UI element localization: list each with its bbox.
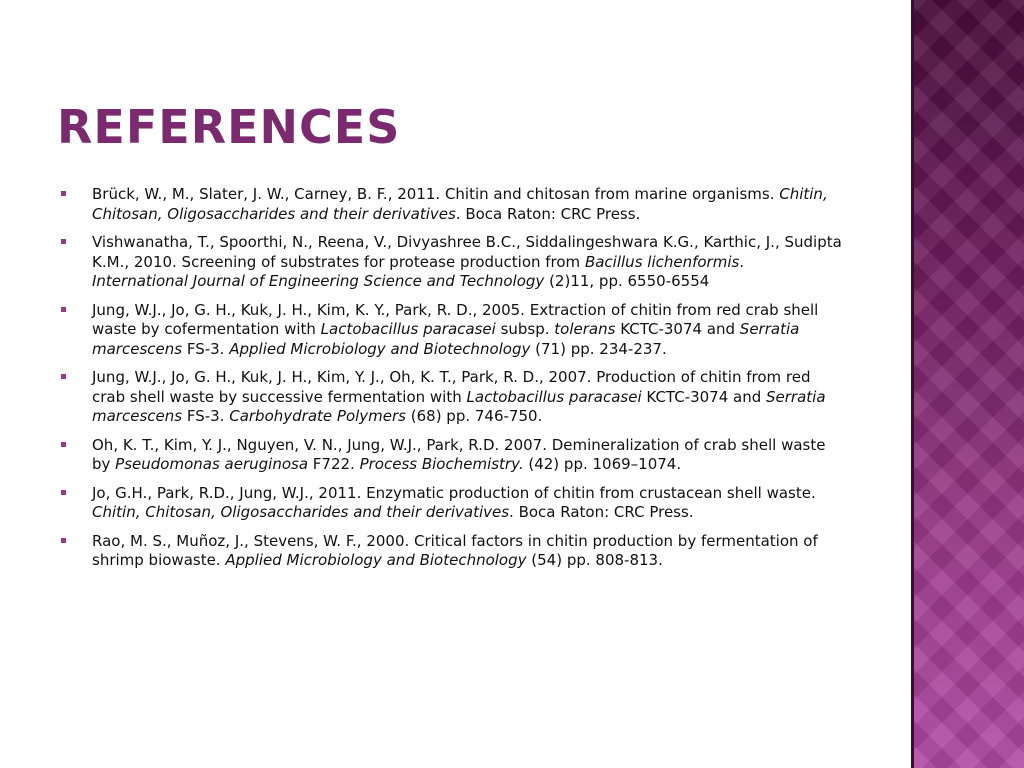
decorative-side-band bbox=[911, 0, 1024, 768]
reference-segment: (54) pp. 808-813. bbox=[526, 551, 663, 569]
reference-list bbox=[59, 185, 844, 580]
reference-segment: FS-3. bbox=[182, 339, 230, 358]
reference-segment: (68) pp. 746-750. bbox=[405, 407, 543, 425]
reference-item bbox=[59, 301, 844, 360]
square-bullet-icon bbox=[61, 490, 66, 495]
square-bullet-icon bbox=[61, 374, 66, 379]
square-bullet-icon bbox=[61, 538, 66, 543]
reference-italic-segment: Carbohydrate Polymers bbox=[229, 407, 406, 425]
square-bullet-icon bbox=[61, 191, 66, 196]
reference-segment: FS-3. bbox=[182, 407, 230, 425]
square-bullet-icon bbox=[61, 307, 66, 312]
reference-italic-segment: Applied Microbiology and Biotechnology bbox=[229, 339, 531, 358]
reference-segment: Rao, M. S., Muñoz, J., Stevens, W. F., 2000. Critical factors in chitin production by fermentation of shrimp biowaste. bbox=[92, 531, 818, 569]
reference-segment: Jung, W.J., Jo, G. H., Kuk, J. H., Kim, Y. J., Oh, K. T., Park, R. D., 2007. Production of chitin from red crab shell waste by successive fermentation with bbox=[92, 368, 811, 406]
reference-italic-segment: Applied Microbiology and Biotechnology bbox=[225, 551, 527, 569]
reference-item bbox=[59, 368, 844, 427]
reference-item bbox=[59, 484, 844, 523]
reference-text bbox=[92, 185, 828, 223]
reference-segment: . Boca Raton: CRC Press. bbox=[455, 204, 641, 223]
reference-item bbox=[59, 436, 844, 475]
reference-segment: subsp. bbox=[495, 320, 555, 338]
reference-item bbox=[59, 185, 844, 224]
reference-segment: (42) pp. 1069–1074. bbox=[523, 455, 682, 473]
side-band-edge bbox=[911, 0, 914, 768]
square-bullet-icon bbox=[61, 239, 66, 244]
reference-segment: . bbox=[739, 252, 745, 271]
reference-segment: (2)11, pp. 6550-6554 bbox=[544, 272, 710, 290]
reference-italic-segment: Process Biochemistry. bbox=[359, 455, 524, 473]
reference-italic-segment: Serratia marcescens bbox=[92, 320, 800, 358]
reference-italic-segment: Pseudomonas aeruginosa bbox=[115, 455, 309, 473]
reference-italic-segment: Lactobacillus paracasei bbox=[466, 387, 642, 406]
reference-text bbox=[92, 532, 818, 570]
slide-title: REFERENCES bbox=[57, 100, 401, 154]
reference-italic-segment: Chitin, Chitosan, Oligosaccharides and their derivatives bbox=[92, 185, 828, 223]
reference-italic-segment: International Journal of Engineering Science and Technology bbox=[92, 272, 545, 290]
reference-item bbox=[59, 233, 844, 292]
reference-text bbox=[92, 368, 826, 425]
reference-segment: Vishwanatha, T., Spoorthi, N., Reena, V., Divyashree B.C., Siddalingeshwara K.G., Karthic, J., Sudipta K.M., 2010. Screening of substrates for protease production from bbox=[92, 233, 842, 271]
reference-segment: KCTC-3074 and bbox=[641, 387, 767, 406]
reference-italic-segment: Lactobacillus paracasei bbox=[320, 320, 496, 338]
reference-segment: . Boca Raton: CRC Press. bbox=[509, 503, 694, 521]
reference-italic-segment: Serratia marcescens bbox=[92, 387, 826, 425]
reference-segment: F722. bbox=[308, 455, 360, 473]
reference-segment: (71) pp. 234-237. bbox=[530, 339, 667, 358]
reference-italic-segment: Bacillus lichenformis bbox=[584, 252, 740, 271]
square-bullet-icon bbox=[61, 442, 66, 447]
reference-italic-segment: tolerans bbox=[554, 320, 616, 338]
reference-text bbox=[92, 301, 818, 358]
reference-segment: Brück, W., M., Slater, J. W., Carney, B. F., 2011. Chitin and chitosan from marine organisms. bbox=[92, 185, 780, 203]
reference-segment: Oh, K. T., Kim, Y. J., Nguyen, V. N., Jung, W.J., Park, R.D. 2007. Demineralization of crab shell waste by bbox=[92, 435, 826, 473]
reference-segment: KCTC-3074 and bbox=[615, 320, 740, 338]
reference-text bbox=[92, 484, 816, 522]
reference-text bbox=[92, 436, 825, 474]
reference-segment: Jung, W.J., Jo, G. H., Kuk, J. H., Kim, K. Y., Park, R. D., 2005. Extraction of chitin from red crab shell waste by cofermentation with bbox=[92, 300, 819, 338]
reference-italic-segment: Chitin, Chitosan, Oligosaccharides and their derivatives bbox=[92, 503, 510, 521]
reference-item bbox=[59, 532, 844, 571]
reference-segment: Jo, G.H., Park, R.D., Jung, W.J., 2011. Enzymatic production of chitin from crustacean shell waste. bbox=[92, 483, 816, 502]
reference-text bbox=[92, 233, 842, 290]
